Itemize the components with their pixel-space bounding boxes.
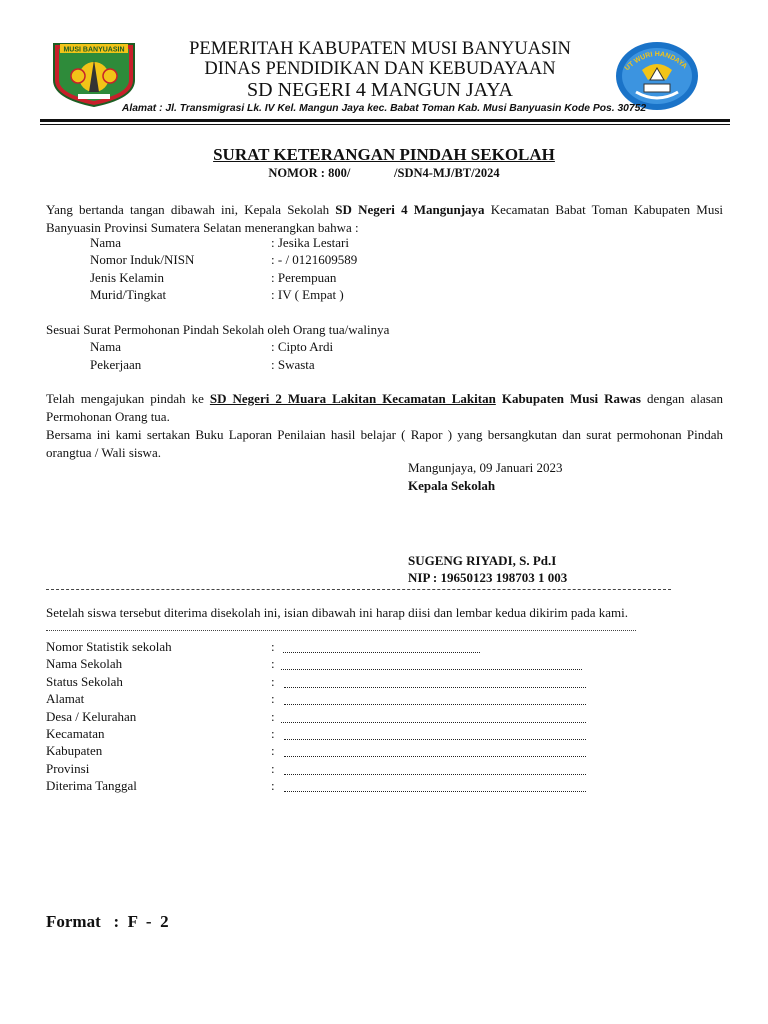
- intro-text-1: Yang bertanda tangan dibawah ini, Kepala Sekolah: [46, 202, 330, 217]
- header-address: Alamat : Jl. Transmigrasi Lk. IV Kel. Mangun Jaya kec. Babat Toman Kab. Musi Banyuasin Kode Pos. 30752: [121, 103, 647, 114]
- form-field-province[interactable]: [284, 774, 586, 775]
- form-label-school-status: Status Sekolah: [46, 674, 123, 689]
- header-school-name: SD NEGERI 4 MANGUN JAYA: [247, 79, 513, 101]
- intro-text-2: Kecamatan Babat Toman Kabupaten Musi Banyuasin Provinsi Sumatera Selatan menerangkan bahwa :: [46, 202, 724, 235]
- form-label-village: Desa / Kelurahan: [46, 709, 137, 724]
- parent-intro: Sesuai Surat Permohonan Pindah Sekolah oleh Orang tua/walinya: [46, 322, 390, 337]
- header-department: DINAS PENDIDIKAN DAN KEBUDAYAAN: [204, 59, 556, 79]
- student-gender-label: Jenis Kelamin: [90, 270, 165, 285]
- student-name-value: : Jesika Lestari: [271, 235, 349, 250]
- format-code: Format : F - 2: [46, 912, 169, 931]
- form-field-received-date[interactable]: [284, 791, 586, 792]
- signature-name: SUGENG RIYADI, S. Pd.I: [408, 553, 557, 568]
- form-colon-school-status: :: [271, 674, 275, 689]
- form-colon-district: :: [271, 726, 275, 741]
- form-colon-received-date: :: [271, 778, 275, 793]
- form-field-nss[interactable]: [283, 652, 480, 653]
- form-field-school-status[interactable]: [284, 687, 586, 688]
- form-colon-address: :: [271, 691, 275, 706]
- transfer-paragraph: [46, 390, 723, 425]
- logo-left-text: MUSI BANYUASIN: [63, 46, 125, 54]
- musi-banyuasin-logo: [48, 40, 140, 108]
- form-field-regency[interactable]: [284, 756, 586, 757]
- parent-name-value: : Cipto Ardi: [271, 339, 334, 354]
- form-field-district[interactable]: [284, 739, 586, 740]
- form-colon-nss: :: [271, 639, 275, 654]
- form-colon-village: :: [271, 709, 275, 724]
- signature-role: Kepala Sekolah: [408, 478, 496, 493]
- tut-wuri-handayani-logo: [614, 40, 700, 112]
- document-title: SURAT KETERANGAN PINDAH SEKOLAH: [213, 145, 555, 164]
- form-field-address[interactable]: [284, 704, 586, 705]
- cut-line: [46, 589, 671, 590]
- form-label-nss: Nomor Statistik sekolah: [46, 639, 172, 654]
- student-nisn-value: : - / 0121609589: [271, 252, 358, 267]
- parent-job-value: : Swasta: [271, 357, 315, 372]
- signature-nip: NIP : 19650123 198703 1 003: [408, 570, 568, 585]
- transfer-destination: SD Negeri 2 Muara Lakitan Kecamatan Lakitan: [209, 391, 496, 406]
- parent-name-label: Nama: [90, 339, 122, 354]
- intro-paragraph: [46, 201, 723, 236]
- logo-right-text: UT WURI HANDAYA: [623, 50, 689, 73]
- student-name-label: Nama: [90, 235, 122, 250]
- transfer-regency: Kabupaten Musi Rawas: [501, 391, 641, 406]
- dotted-separator: [46, 630, 636, 631]
- intro-school-name: SD Negeri 4 Mangunjaya: [335, 202, 485, 217]
- form-label-regency: Kabupaten: [46, 743, 103, 758]
- form-label-school-name: Nama Sekolah: [46, 656, 123, 671]
- form-field-village[interactable]: [281, 722, 586, 723]
- form-colon-province: :: [271, 761, 275, 776]
- header-government: PEMERITAH KABUPATEN MUSI BANYUASIN: [189, 39, 571, 59]
- student-gender-value: : Perempuan: [271, 270, 337, 285]
- header-rule-thin: [40, 124, 730, 125]
- enclosure-paragraph: Bersama ini kami sertakan Buku Laporan Penilaian hasil belajar ( Rapor ) yang bersangkutan dan surat permohonan Pindah orangtua / Wali siswa.: [46, 427, 723, 460]
- transfer-text-2: dengan alasan Permohonan Orang tua.: [46, 391, 724, 424]
- form-field-school-name[interactable]: [281, 669, 582, 670]
- form-colon-school-name: :: [271, 656, 275, 671]
- form-label-district: Kecamatan: [46, 726, 105, 741]
- header-rule-thick: [40, 119, 730, 122]
- form-label-received-date: Diterima Tanggal: [46, 778, 137, 793]
- student-grade-value: : IV ( Empat ): [271, 287, 344, 302]
- student-nisn-label: Nomor Induk/NISN: [90, 252, 195, 267]
- parent-job-label: Pekerjaan: [90, 357, 142, 372]
- signature-place-date: Mangunjaya, 09 Januari 2023: [408, 460, 563, 475]
- receiving-note: Setelah siswa tersebut diterima disekolah ini, isian dibawah ini harap diisi dan lembar kedua dikirim pada kami.: [46, 605, 628, 620]
- document-number: NOMOR : 800/ /SDN4-MJ/BT/2024: [268, 166, 500, 180]
- form-label-address: Alamat: [46, 691, 85, 706]
- form-colon-regency: :: [271, 743, 275, 758]
- student-grade-label: Murid/Tingkat: [90, 287, 167, 302]
- transfer-text-1: Telah mengajukan pindah ke: [46, 391, 204, 406]
- form-label-province: Provinsi: [46, 761, 90, 776]
